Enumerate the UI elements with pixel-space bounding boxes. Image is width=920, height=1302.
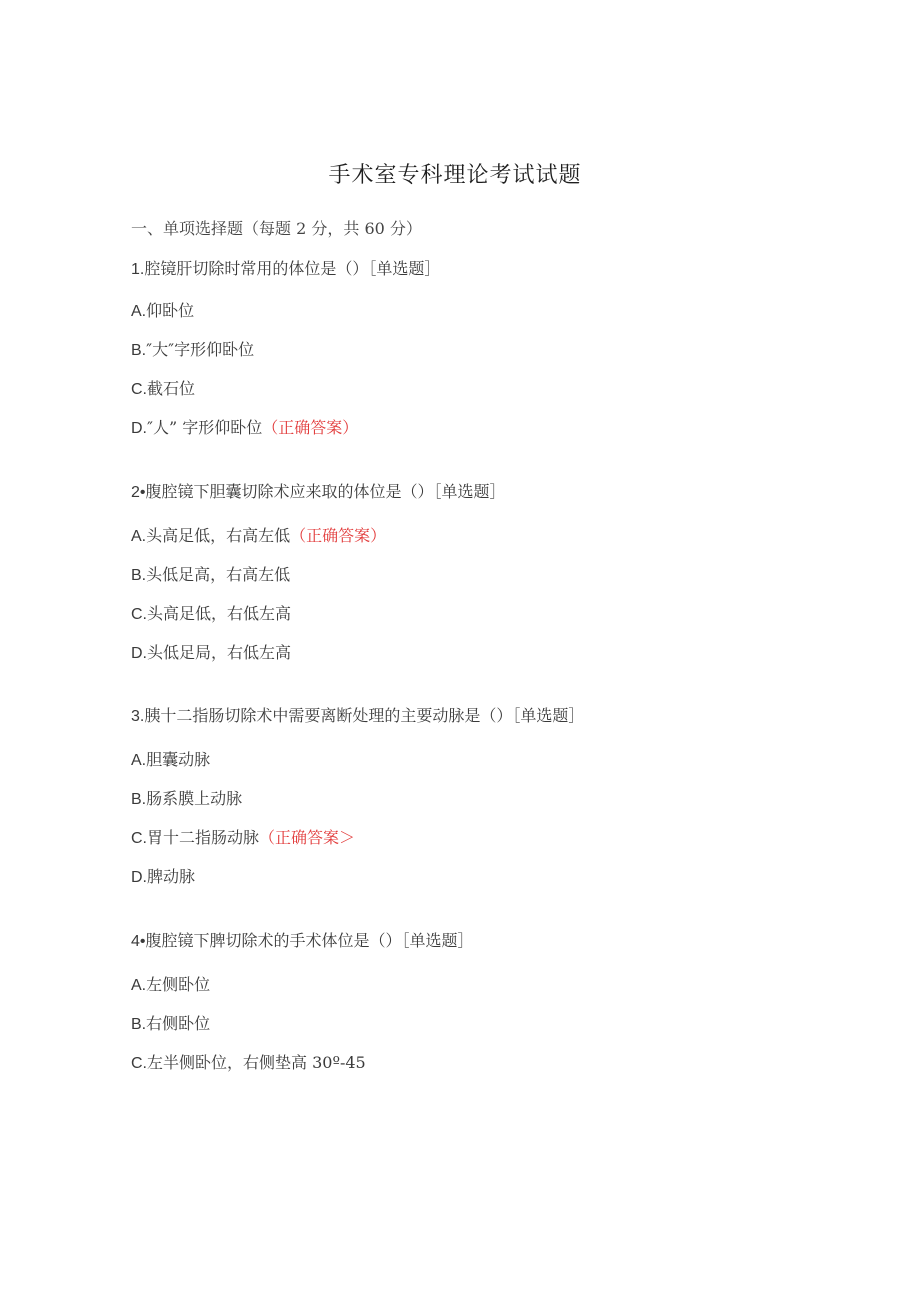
option-text: 截石位 bbox=[147, 379, 196, 398]
option-text: ″人” 字形仰卧位 bbox=[147, 418, 263, 437]
option-letter: A. bbox=[131, 528, 147, 545]
option-text: 左侧卧位 bbox=[146, 975, 211, 994]
q2-option-a bbox=[131, 525, 386, 548]
q4-option-c bbox=[131, 1052, 366, 1075]
option-text: 头高足低，右低左高 bbox=[147, 604, 292, 623]
q2-option-c bbox=[131, 603, 291, 626]
option-text: ″大″字形仰卧位 bbox=[146, 340, 255, 359]
option-text: 肠系膜上动脉 bbox=[146, 789, 243, 808]
option-letter: B. bbox=[131, 567, 147, 584]
option-text: 胆囊动脉 bbox=[146, 750, 211, 769]
question-1 bbox=[131, 258, 440, 281]
option-text: 右侧卧位 bbox=[146, 1014, 211, 1033]
question-text: 胰十二指肠切除术中需要离断处理的主要动脉是（）［单选题］ bbox=[144, 706, 585, 725]
q4-option-a bbox=[131, 974, 210, 997]
page-title: 手术室专科理论考试试题 bbox=[328, 163, 582, 188]
option-letter: D. bbox=[131, 420, 147, 437]
option-letter: C. bbox=[131, 381, 147, 398]
option-text: 头低足高，右高左低 bbox=[146, 565, 291, 584]
option-text: 左半侧卧位，右侧垫高 30º-45 bbox=[147, 1053, 366, 1072]
q1-option-c bbox=[131, 378, 195, 401]
q3-option-c bbox=[131, 827, 355, 850]
q3-option-a bbox=[131, 749, 210, 772]
question-number: 2• bbox=[131, 484, 146, 501]
question-number: 1. bbox=[131, 261, 145, 278]
option-letter: C. bbox=[131, 830, 147, 847]
q2-option-d bbox=[131, 642, 291, 665]
option-letter: D. bbox=[131, 869, 147, 886]
section-heading: 一、单项选择题（每题 2 分，共 60 分） bbox=[131, 219, 422, 238]
option-letter: A. bbox=[131, 303, 147, 320]
question-4 bbox=[131, 930, 474, 953]
option-text: 胃十二指肠动脉 bbox=[147, 828, 260, 847]
option-letter: D. bbox=[131, 645, 147, 662]
correct-answer-mark: （正确答案） bbox=[290, 526, 387, 545]
option-text: 头高足低，右高左低 bbox=[146, 526, 291, 545]
option-text: 脾动脉 bbox=[147, 867, 196, 886]
question-text: 腔镜肝切除时常用的体位是（）［单选题］ bbox=[144, 259, 441, 278]
option-text: 仰卧位 bbox=[146, 301, 195, 320]
question-3 bbox=[131, 705, 584, 728]
q1-option-b bbox=[131, 339, 254, 362]
correct-answer-mark: （正确答案） bbox=[262, 418, 359, 437]
question-number: 4• bbox=[131, 933, 146, 950]
option-letter: A. bbox=[131, 752, 147, 769]
option-text: 头低足局，右低左高 bbox=[147, 643, 292, 662]
question-text: 腹腔镜下胆囊切除术应来取的体位是（）［单选题］ bbox=[145, 482, 506, 501]
question-2 bbox=[131, 481, 506, 504]
option-letter: B. bbox=[131, 791, 147, 808]
q3-option-d bbox=[131, 866, 195, 889]
option-letter: B. bbox=[131, 1016, 147, 1033]
correct-answer-mark: （正确答案＞ bbox=[259, 828, 356, 847]
question-number: 3. bbox=[131, 708, 145, 725]
option-letter: C. bbox=[131, 606, 147, 623]
option-letter: C. bbox=[131, 1055, 147, 1072]
q4-option-b bbox=[131, 1013, 210, 1036]
q2-option-b bbox=[131, 564, 290, 587]
option-letter: B. bbox=[131, 342, 147, 359]
option-letter: A. bbox=[131, 977, 147, 994]
question-text: 腹腔镜下脾切除术的手术体位是（）［单选题］ bbox=[145, 931, 474, 950]
q1-option-d bbox=[131, 417, 358, 440]
q3-option-b bbox=[131, 788, 242, 811]
q1-option-a bbox=[131, 300, 194, 323]
